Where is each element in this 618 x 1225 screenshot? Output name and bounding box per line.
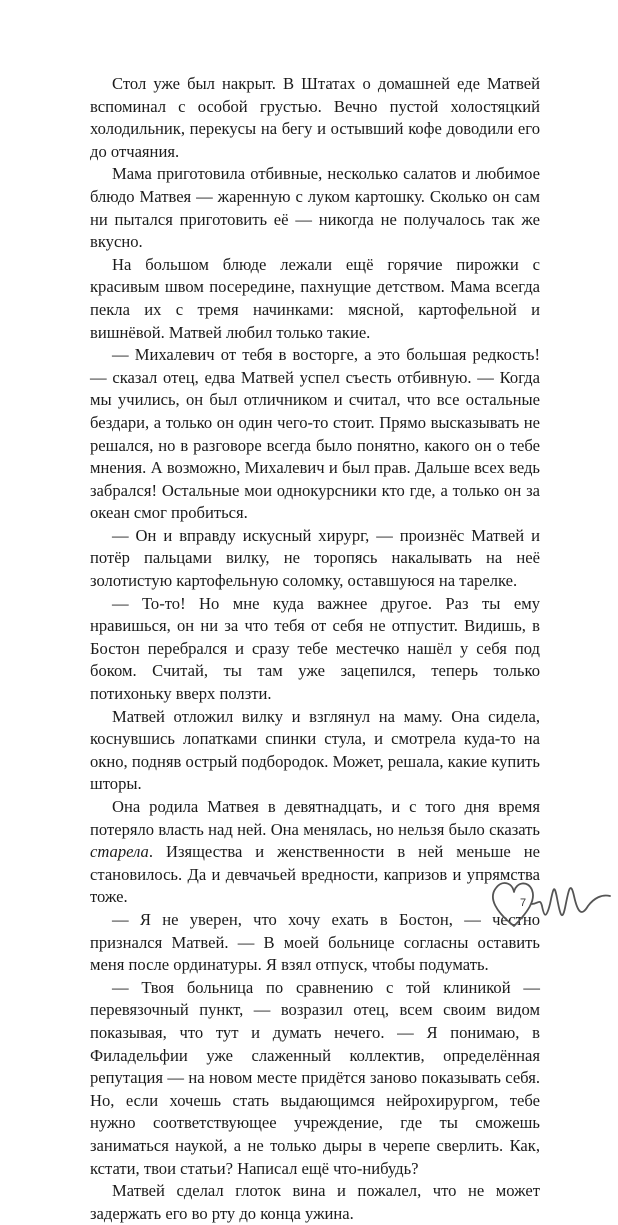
body-text — [90, 73, 540, 1225]
italic-word: старела — [90, 842, 149, 862]
paragraph-6: — То-то! Но мне куда важнее другое. Раз ты ему нравишься, он ни за что тебя от себя не отпустит. Видишь, в Бостон перебрался и сразу тебе местечко нашёл у себя под боком. Считай, ты там уже зацепился, теперь только потихоньку вверх ползти. — [90, 593, 540, 704]
paragraph-9: — Я не уверен, что хочу ехать в Бостон, — честно признался Матвей. — В моей больнице согласны оставить меня после ординатуры. Я взял отпуск, чтобы подумать. — [90, 909, 540, 975]
paragraph-5: — Он и вправду искусный хирург, — произнёс Матвей и потёр пальцами вилку, не торопясь накалывать на неё золотистую картофельную соломку, оставшуюся на тарелке. — [90, 525, 540, 591]
paragraph-8 — [90, 796, 540, 909]
paragraph-8-end: . Изящества и женственности в ней меньше не становилось. Да и девчачьей вредности, капризов и упрямства тоже. — [90, 842, 540, 907]
heart-heartbeat-line-icon — [488, 868, 618, 940]
paragraph-3: На большом блюде лежали ещё горячие пирожки с красивым швом посередине, пахнущие детством. Мама всегда пекла их с тремя начинками: мясной, картофельной и вишнёвой. Матвей любил только такие. — [90, 254, 540, 342]
paragraph-2: Мама приготовила отбивные, несколько салатов и любимое блюдо Матвея — жаренную с луком картошку. Сколько он сам ни пытался приготовить её — никогда не получалось так же вкусно. — [90, 164, 540, 252]
paragraph-7: Матвей отложил вилку и взглянул на маму. Она сидела, коснувшись лопатками спинки стула, и смотрела куда-то на окно, подняв острый подбородок. Может, решала, какие купить шторы. — [90, 706, 540, 794]
paragraph-11: Матвей сделал глоток вина и пожалел, что не может задержать его во рту до конца ужина. — [90, 1181, 540, 1223]
page-number: 7 — [519, 897, 527, 909]
paragraph-1: Стол уже был накрыт. В Штатах о домашней еде Матвей вспоминал с особой грустью. Вечно пустой холостяцкий холодильник, перекусы на бегу и остывший кофе доводили его до отчаяния. — [90, 74, 540, 161]
paragraph-4: — Михалевич от тебя в восторге, а это большая редкость! — сказал отец, едва Матвей успел съесть отбивную. — Когда мы учились, он был отличником и считал, что все остальные бездари, а только он один чего-то стоит. Прямо высказывать не решался, но в разговоре всегда было понятно, какого он о тебе мнения. А возможно, Михалевич и был прав. Дальше всех ведь забрался! Остальные мои однокурсники кто где, а только он за океан смог пробиться. — [90, 345, 540, 523]
paragraph-10: — Твоя больница по сравнению с той клиникой — перевязочный пункт, — возразил отец, всем своим видом показывая, что тут и думать нечего. — Я понимаю, в Филадельфии уже слаженный коллектив, определённая репутация — на новом месте придётся заново показывать себя. Но, если хочешь стать выдающимся нейрохирургом, тебе нужно соответствующее учреждение, где ты сможешь заниматься наукой, а не только дыры в черепе сверлить. Как, кстати, твои статьи? Написал ещё что-нибудь? — [90, 977, 540, 1178]
paragraph-8-start: Она родила Матвея в девятнадцать, и с того дня время потеряло власть над ней. Она менялась, но нельзя было сказать — [90, 797, 540, 839]
